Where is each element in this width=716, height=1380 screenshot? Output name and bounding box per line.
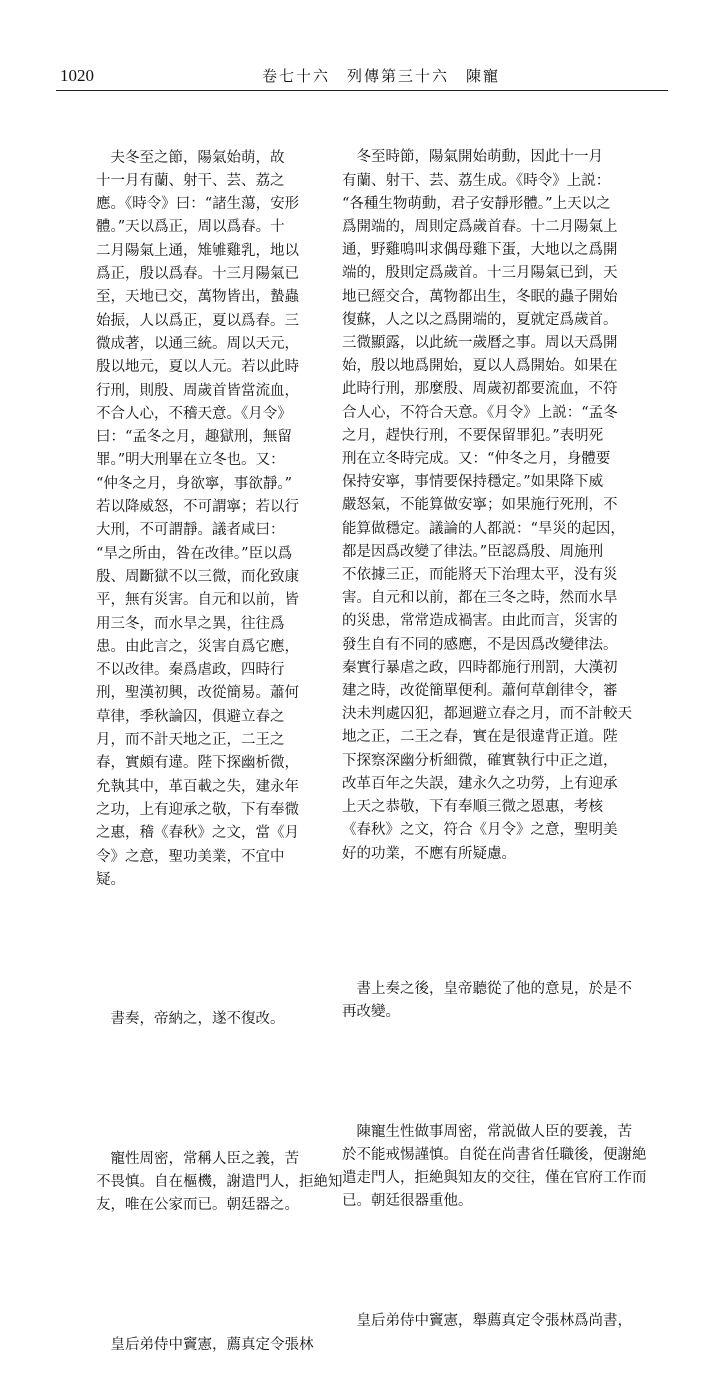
text-line: 寵性周密，常稱人臣之義，苦	[96, 1150, 299, 1167]
text-line: 之惠，稽《春秋》之文，當《月	[96, 825, 299, 842]
text-line: 大刑，不可謂靜。議者咸曰：	[96, 522, 285, 539]
classical-paragraph-character	[96, 1148, 343, 1218]
text-line: 友，唯在公家而已。朝廷器之。	[96, 1197, 299, 1214]
text-line: 書上奏之後，皇帝聽從了他的意見，於是不	[342, 980, 632, 997]
text-line: 能算做穩定。議論的人都説：“旱災的起因，	[342, 520, 625, 537]
text-line: 的災患，常常造成禍害。由此而言，災害的	[342, 613, 618, 630]
text-line: 書奏，帝納之，遂不復改。	[96, 1011, 285, 1028]
text-line: 冬至時節，陽氣開始萌動，因此十一月	[342, 149, 603, 166]
text-line: 十一月有蘭、射干、芸、荔之	[96, 172, 285, 189]
translation-paragraph-memorial	[342, 146, 667, 865]
text-line: 建之時，改從簡單便利。蕭何草創律令，審	[342, 683, 618, 700]
text-line: 不以改律。秦爲虐政，四時行	[96, 662, 285, 679]
text-line: 若以降威怒，不可謂寧；若以行	[96, 499, 299, 516]
text-line: 地之正，二王之春，實在是很違背正道。陛	[342, 729, 618, 746]
text-line: 三微顯露，以此統一歲曆之事。周以天爲開	[342, 335, 618, 352]
text-line: 二月陽氣上通，雉雊雞乳，地以	[96, 242, 299, 259]
text-line: 至，天地已交，萬物皆出，蟄蟲	[96, 289, 299, 306]
text-line: 體。”天以爲正，周以爲春。十	[96, 219, 285, 236]
translation-paragraph-reply	[342, 978, 667, 1024]
text-line: 通，野雞鳴叫求偶母雞下蛋，大地以之爲開	[342, 242, 618, 259]
text-line: 殷以地元，夏以人元。若以此時	[96, 359, 299, 376]
text-line: “各種生物萌動，君子安靜形體。”上天以之	[342, 195, 611, 212]
text-line: 之月，趕快行刑，不要保留罪犯。”表明死	[342, 427, 604, 444]
text-line: 春，實頗有違。陛下探幽析微，	[96, 755, 299, 772]
text-line: 發生自有不同的感應，不是因爲改變律法。	[342, 636, 618, 653]
text-line: 已。朝廷很器重他。	[342, 1193, 473, 1210]
text-line: 疑。	[96, 871, 125, 888]
text-line: 陳寵生性做事周密，常説做人臣的要義，苦	[342, 1123, 632, 1140]
text-line: 允執其中，革百載之失，建永年	[96, 778, 299, 795]
classical-paragraph-recommendation	[96, 1334, 314, 1357]
text-line: 不合人心，不稽天意。《月令》	[96, 405, 292, 422]
text-line: 皇后弟侍中竇憲，薦真定令張林	[96, 1336, 314, 1353]
text-line: 殷、周斷獄不以三微，而化致康	[96, 568, 299, 585]
text-line: 始，殷以地爲開始，夏以人爲開始。如果在	[342, 358, 618, 375]
text-line: 患。由此言之，災害自爲它應，	[96, 638, 299, 655]
text-line: 始振，人以爲正，夏以爲春。三	[96, 312, 299, 329]
text-line: 平，無有災害。自元和以前，皆	[96, 592, 299, 609]
text-line: 爲正，殷以爲春。十三月陽氣已	[96, 266, 299, 283]
text-line: 皇后弟侍中竇憲，舉薦真定令張林爲尚書，	[342, 1313, 632, 1330]
text-line: 此時行刑，那麼殷、周歲初都要流血，不符	[342, 381, 618, 398]
page-number: 1020	[60, 66, 94, 85]
text-line: 都是因爲改變了律法。”臣認爲殷、周施刑	[342, 543, 604, 560]
text-line: 曰：“孟冬之月，趣獄刑，無留	[96, 429, 292, 446]
classical-paragraph-reply	[96, 1008, 308, 1031]
text-line: 決未判處囚犯，都迴避立春之月，而不計較天	[342, 706, 632, 723]
translation-paragraph-recommendation	[342, 1310, 667, 1333]
text-line: “旱之所由，咎在改律。”臣以爲	[96, 545, 293, 562]
text-line: 月，而不計天地之正，二王之	[96, 732, 285, 749]
text-line: 好的功業，不應有所疑慮。	[342, 845, 516, 862]
text-line: 草律，季秋論囚，俱避立春之	[96, 708, 285, 725]
text-line: 遣走門人，拒絶與知友的交往，僅在官府工作而	[342, 1170, 647, 1187]
text-line: 地已經交合，萬物都出生，冬眠的蟲子開始	[342, 288, 618, 305]
text-line: 秦實行暴虐之政，四時都施行刑罰，大漢初	[342, 659, 618, 676]
text-line: 上天之恭敬，下有奉順三微之恩惠，考核	[342, 799, 603, 816]
text-line: 下探察深幽分析細微，確實執行中正之道，	[342, 752, 618, 769]
text-line: 刑，聖漢初興，改從簡易。蕭何	[96, 685, 299, 702]
text-line: 改革百年之失誤，建永久之功勞，上有迎承	[342, 775, 618, 792]
text-line: 爲開端的，周則定爲歲首春。十二月陽氣上	[342, 219, 618, 236]
translation-column	[342, 100, 667, 1357]
text-line: 再改變。	[342, 1003, 400, 1020]
text-line: 端的，殷則定爲歲首。十三月陽氣已到，天	[342, 265, 618, 282]
text-line: 應。《時令》曰：“諸生蕩，安形	[96, 196, 300, 213]
text-line: 嚴怒氣，不能算做安寧；如果施行死刑，不	[342, 497, 618, 514]
text-line: 不依據三正，而能將天下治理太平，没有災	[342, 567, 618, 584]
text-line: 保持安寧，事情要保持穩定。”如果降下威	[342, 474, 604, 491]
text-line: 合人心，不符合天意。《月令》上説：“孟冬	[342, 404, 618, 421]
text-line: 不畏慎。自在樞機，謝遣門人，拒絶知	[96, 1174, 343, 1191]
text-line: 微成著，以通三統。周以天元，	[96, 335, 299, 352]
text-line: 《春秋》之文，符合《月令》之意，聖明美	[342, 822, 618, 839]
text-line: 行刑，則殷、周歲首皆當流血，	[96, 382, 299, 399]
text-line: 有蘭、射干、芸、荔生成。《時令》上説：	[342, 172, 611, 189]
text-line: 刑在立冬時完成。又：“仲冬之月，身體要	[342, 451, 611, 468]
classical-paragraph-memorial	[96, 147, 308, 893]
text-line: 夫冬至之節，陽氣始萌，故	[96, 149, 285, 166]
text-line: 復蘇，人之以之爲開端的，夏就定爲歲首。	[342, 311, 618, 328]
header-rule	[56, 90, 668, 91]
text-line: 之功，上有迎承之敬，下有奉微	[96, 801, 299, 818]
text-line: 害。自元和以前，都在三冬之時，然而水旱	[342, 590, 618, 607]
text-line: “仲冬之月，身欲寧，事欲靜。”	[96, 475, 293, 492]
text-line: 用三冬，而水旱之異，往往爲	[96, 615, 285, 632]
running-title: 卷七十六 列傳第三十六 陳寵	[262, 67, 501, 85]
translation-paragraph-character	[342, 1121, 667, 1214]
text-line: 於不能戒惕謹慎。自從在尚書省任職後，便謝絶	[342, 1146, 647, 1163]
classical-text-column	[96, 100, 343, 1380]
text-line: 罪。”明大刑畢在立冬也。又：	[96, 452, 285, 469]
text-line: 令》之意，聖功美業，不宜中	[96, 848, 285, 865]
